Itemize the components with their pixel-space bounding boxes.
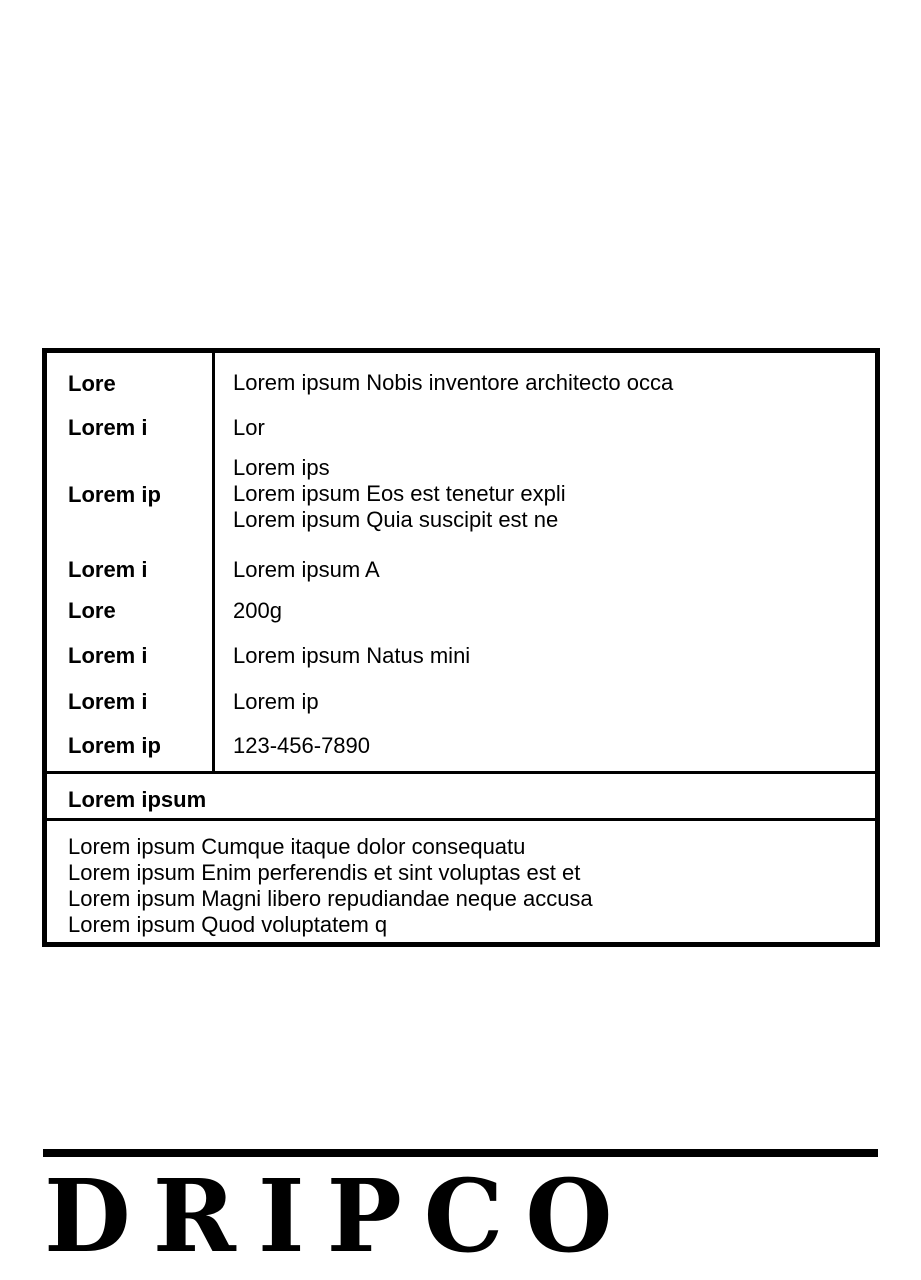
spec-label: Lorem i: [68, 557, 148, 582]
spec-value-line: Lorem ip: [233, 689, 319, 714]
spec-label: Lore: [68, 371, 116, 396]
section-line: Lorem ipsum Cumque itaque dolor consequatu: [68, 834, 526, 859]
spec-value: [233, 643, 470, 669]
spec-value-line: Lorem ipsum Natus mini: [233, 643, 471, 668]
info-box: [42, 348, 880, 947]
spec-label: Lorem ip: [68, 482, 161, 507]
section-line: Lorem ipsum Magni libero repudiandae neque accusa: [68, 886, 593, 911]
spec-value-line: Lor: [233, 415, 265, 440]
spec-label: Lorem i: [68, 415, 148, 440]
spec-label: Lorem i: [68, 689, 148, 714]
spec-value-line: Lorem ipsum Quia suscipit est ne: [233, 507, 559, 532]
section-line: Lorem ipsum Quod voluptatem q: [68, 912, 388, 937]
section-heading: Lorem ipsum: [68, 787, 207, 812]
spec-value: [233, 455, 566, 533]
section-divider: [47, 771, 875, 774]
column-divider: [212, 353, 215, 771]
spec-value-line: Lorem ipsum Nobis inventore architecto occa: [233, 370, 674, 395]
spec-value: [233, 370, 673, 396]
section-line: Lorem ipsum Enim perferendis et sint voluptas est et: [68, 860, 581, 885]
spec-value-line: 123-456-7890: [233, 733, 371, 758]
spec-value-line: Lorem ips: [233, 455, 330, 480]
spec-value: [233, 689, 319, 715]
spec-value-line: Lorem ipsum Eos est tenetur expli: [233, 481, 566, 506]
spec-table: [47, 353, 875, 771]
brand-logo: DRIPCO: [44, 1157, 635, 1275]
spec-value: [233, 415, 265, 441]
section-divider: [47, 818, 875, 821]
brand-rule: [43, 1149, 878, 1157]
spec-label: Lore: [68, 598, 116, 623]
spec-value-line: Lorem ipsum A: [233, 557, 380, 582]
section-body: [68, 834, 593, 938]
spec-label: Lorem i: [68, 643, 148, 668]
spec-value: [233, 733, 370, 759]
spec-label: Lorem ip: [68, 733, 161, 758]
spec-value: [233, 598, 282, 624]
spec-value-line: 200g: [233, 598, 282, 623]
spec-value: [233, 557, 380, 583]
